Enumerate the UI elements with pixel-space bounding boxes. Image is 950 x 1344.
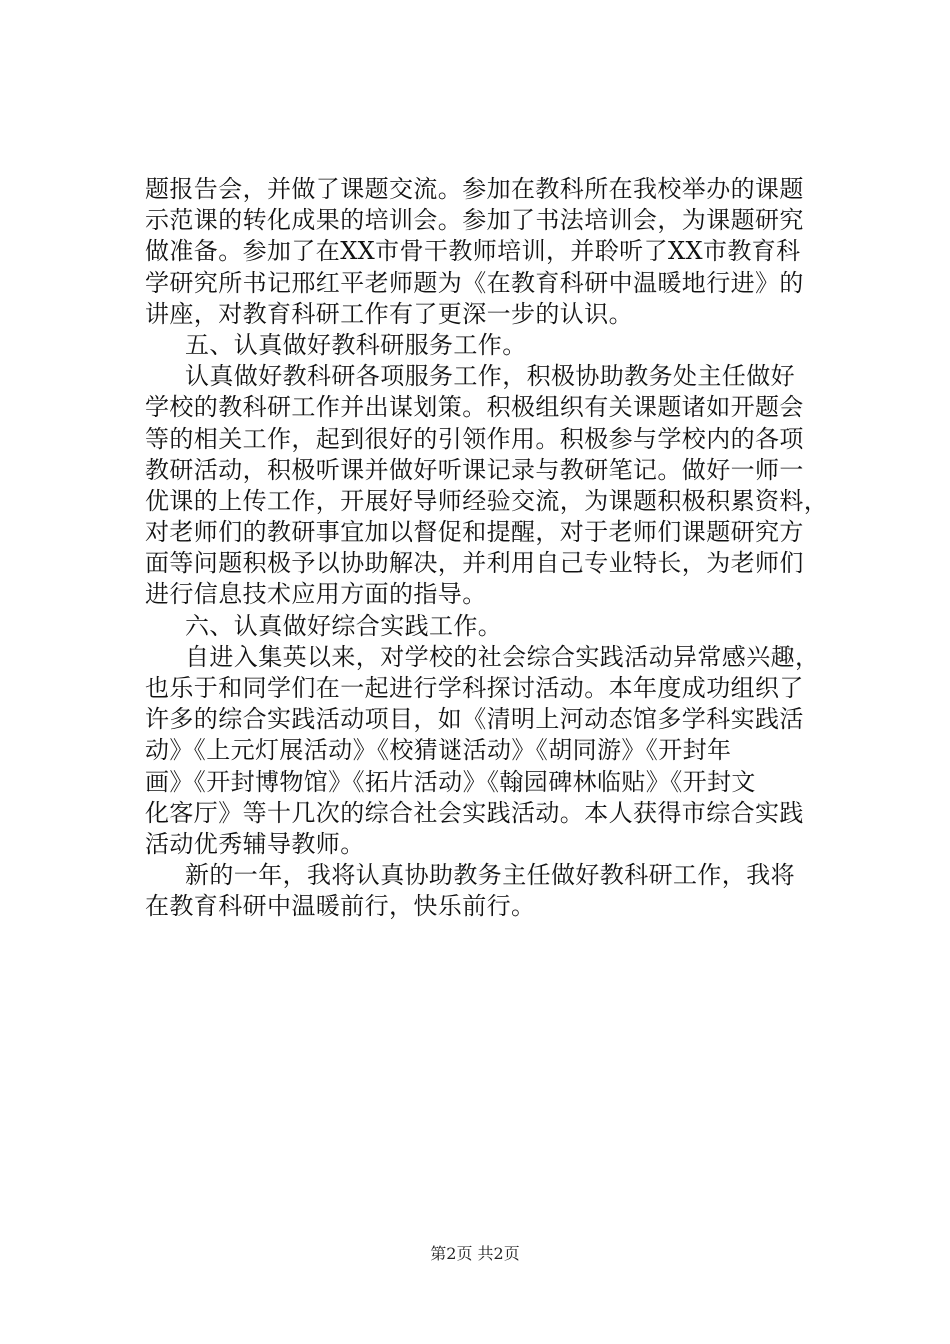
text-line: 优课的上传工作，开展好导师经验交流，为课题积极积累资料， (145, 486, 829, 515)
text-line: 讲座，对教育科研工作有了更深一步的认识。 (145, 299, 633, 328)
text-line: 许多的综合实践活动项目，如《清明上河动态馆多学科实践活 (145, 705, 804, 734)
text-line: 学研究所书记邢红平老师题为《在教育科研中温暖地行进》的 (145, 268, 804, 297)
text-line: 自进入集英以来，对学校的社会综合实践活动异常感兴趣， (185, 642, 820, 671)
text-line: 也乐于和同学们在一起进行学科探讨活动。本年度成功组织了 (145, 674, 804, 702)
text-line: 五、认真做好教科研服务工作。 (185, 330, 527, 359)
text-line: 进行信息技术应用方面的指导。 (145, 580, 487, 609)
text-line: 教研活动，积极听课并做好听课记录与教研笔记。做好一师一 (145, 455, 804, 484)
page-footer: 第2页 共2页 (430, 1244, 520, 1263)
text-line: 做准备。参加了在XX市骨干教师培训，并聆听了XX市教育科 (145, 237, 801, 266)
text-line: 学校的教科研工作并出谋划策。积极组织有关课题诸如开题会 (145, 393, 804, 422)
text-line: 认真做好教科研各项服务工作，积极协助教务处主任做好 (185, 362, 795, 391)
text-line: 化客厅》等十几次的综合社会实践活动。本人获得市综合实践 (145, 798, 804, 827)
text-line: 在教育科研中温暖前行，快乐前行。 (145, 892, 536, 921)
text-line: 六、认真做好综合实践工作。 (185, 611, 503, 640)
text-line: 活动优秀辅导教师。 (145, 829, 365, 858)
document-body (145, 174, 835, 923)
text-line: 面等问题积极予以协助解决，并利用自己专业特长，为老师们 (145, 549, 804, 578)
text-line: 动》《上元灯展活动》《校猜谜活动》《胡同游》《开封年 (145, 736, 732, 765)
text-line: 等的相关工作，起到很好的引领作用。积极参与学校内的各项 (145, 424, 804, 453)
text-line: 示范课的转化成果的培训会。参加了书法培训会，为课题研究 (145, 206, 804, 235)
text-line: 画》《开封博物馆》《拓片活动》《翰园碑林临贴》《开封文 (145, 767, 756, 796)
text-line: 题报告会，并做了课题交流。参加在教科所在我校举办的课题 (145, 175, 804, 203)
text-line: 对老师们的教研事宜加以督促和提醒，对于老师们课题研究方 (145, 518, 804, 547)
text-line: 新的一年，我将认真协助教务主任做好教科研工作，我将 (185, 861, 795, 890)
